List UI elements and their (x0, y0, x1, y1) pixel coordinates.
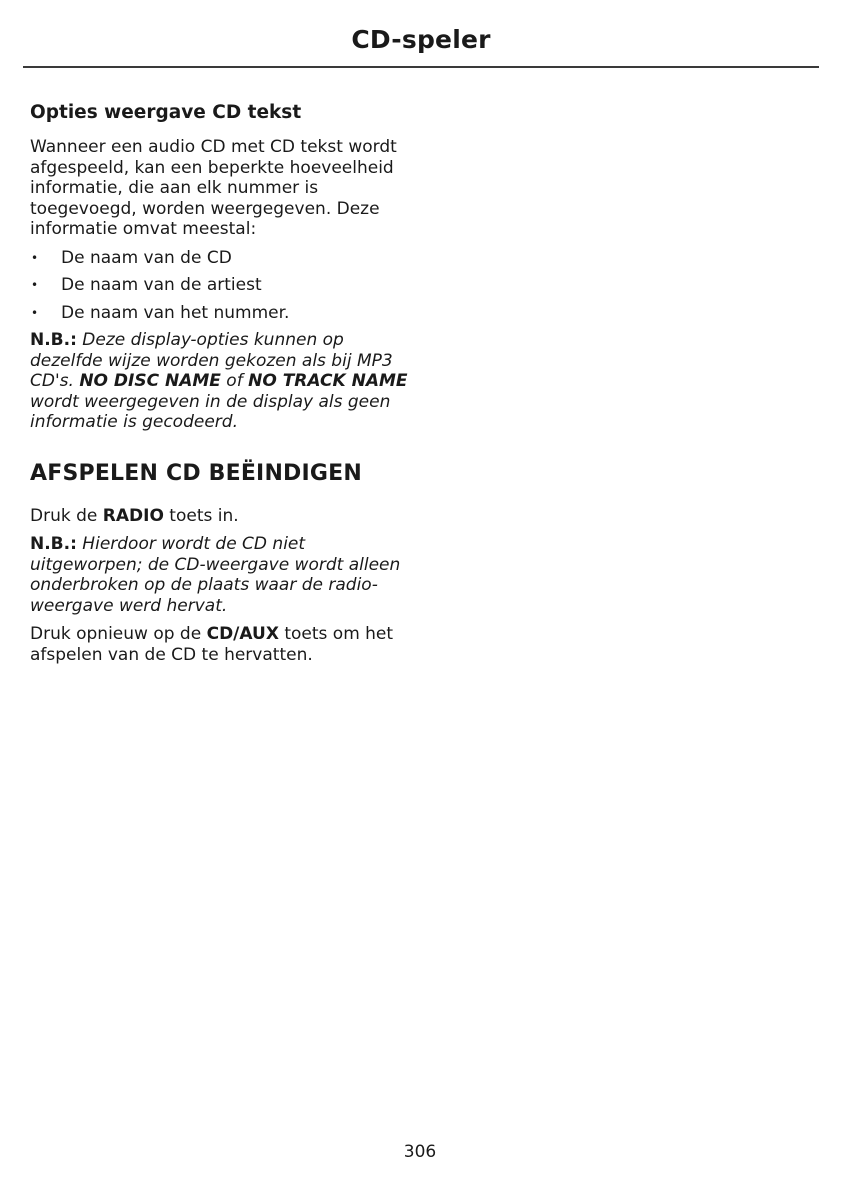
instruction-text: Druk de (30, 505, 103, 526)
radio-instruction (30, 506, 415, 527)
note-label: N.B.: (30, 330, 77, 350)
note-text: wordt weergegeven in de display als geen informatie is gecodeerd. (30, 391, 391, 432)
list-item: • De naam van de artiest (30, 275, 415, 296)
list-item: • De naam van het nummer. (30, 303, 415, 324)
note-text: Hierdoor wordt de CD niet uitgeworpen; de CD-weergave wordt alleen onderbroken op de plaats waar de radio-weergave werd hervat. (30, 534, 401, 616)
page-header (23, 22, 819, 68)
cd-aux-instruction (30, 624, 415, 665)
instruction-text: Druk opnieuw op de (30, 624, 207, 644)
info-list (30, 248, 415, 324)
note-cd-not-ejected (30, 534, 415, 616)
list-item: • De naam van de CD (30, 248, 415, 269)
instruction-text: toets in. (163, 505, 239, 526)
section-subtitle-cd-text: Opties weergave CD tekst (30, 102, 302, 123)
note-text: Deze display-opties kunnen op dezelfde wijze worden gekozen als bij MP3 CD's. (30, 330, 393, 391)
page-title: CD-speler (351, 25, 491, 54)
radio-key-label: RADIO (102, 505, 164, 526)
note-display-options (30, 330, 415, 433)
no-track-name-term: NO TRACK NAME (248, 371, 408, 391)
cd-aux-key-label: CD/AUX (206, 624, 279, 644)
no-disc-name-term: NO DISC NAME (79, 371, 221, 391)
page-number: 306 (403, 1142, 437, 1162)
instruction-text: toets om het afspelen van de CD te hervatten. (30, 624, 394, 665)
main-content (30, 102, 415, 673)
note-label: N.B.: (30, 534, 77, 554)
note-text: of (220, 371, 249, 391)
intro-paragraph: Wanneer een audio CD met CD tekst wordt afgespeeld, kan een beperkte hoeveelheid informatie, die aan elk nummer is toegevoegd, worden weergegeven. Deze informatie omvat meestal: (30, 137, 397, 239)
section-title-stop-cd: AFSPELEN CD BEËINDIGEN (30, 460, 363, 486)
